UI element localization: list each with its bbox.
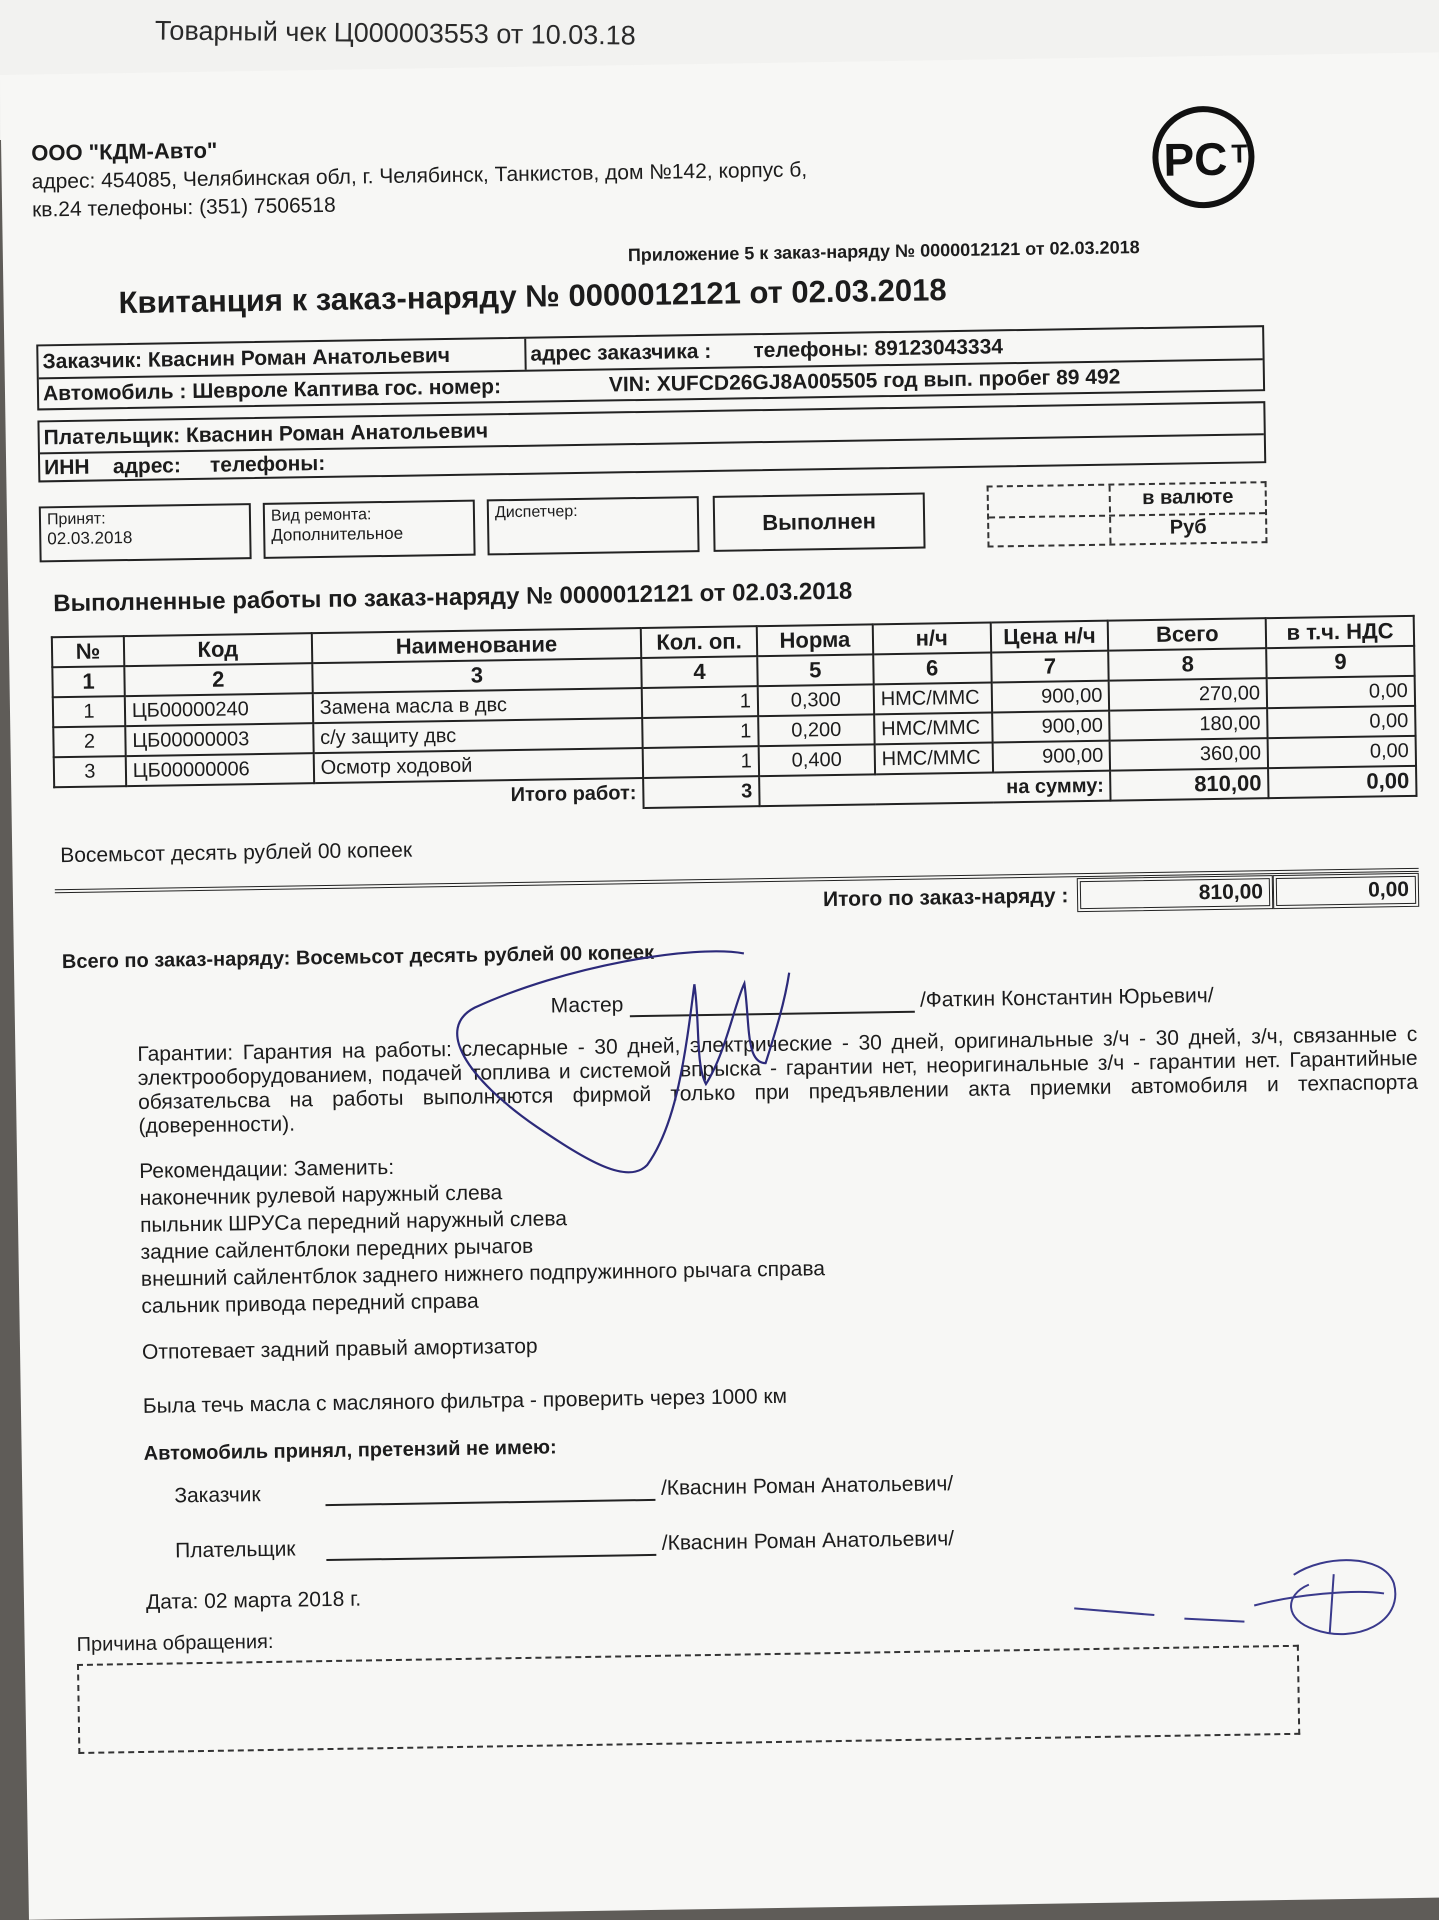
customer-box [36, 325, 1265, 410]
customer-name: Заказчик: Кваснин Роман Анатольевич [42, 343, 451, 374]
master-signature-scribble [444, 942, 869, 1249]
col-header: Всего [1108, 618, 1266, 650]
document-date: Дата: 02 марта 2018 г. [145, 1587, 362, 1614]
customer-sign-name: /Кваснин Роман Анатольевич/ [660, 1472, 954, 1500]
works-sum-label: на сумму: [759, 771, 1111, 807]
col-number: 3 [312, 658, 642, 693]
company-address-2: кв.24 телефоны: (351) 7506518 [31, 193, 336, 222]
note-shock-absorber: Отпотевает задний правый амортизатор [141, 1334, 538, 1364]
company-name: ООО "КДМ-Авто" [31, 137, 218, 166]
accepted-box [39, 503, 252, 562]
currency-value: Руб [1169, 516, 1207, 539]
col-number: 1 [52, 666, 124, 697]
cell-qty: 1 [642, 716, 758, 748]
works-sum-total: 810,00 [1111, 768, 1269, 800]
cell-norm: 0,400 [759, 744, 875, 776]
works-table [51, 615, 1418, 818]
cell-code: ЦБ00000003 [125, 723, 313, 756]
col-header: Норма [757, 624, 873, 656]
cell-num: 1 [53, 696, 125, 727]
customer-signature-line [325, 1475, 655, 1506]
customer-box-vdivider [524, 339, 526, 370]
customer-sign-label: Заказчик [174, 1483, 261, 1508]
vin-info: VIN: XUFCD26GJ8A005505 год вып. пробег 89 492 [608, 365, 1121, 397]
cell-nh: НМС/ММС [874, 683, 992, 715]
payer-box [37, 401, 1266, 482]
cell-qty: 1 [643, 746, 759, 778]
cell-name: Замена масла в двс [312, 688, 642, 723]
payer-sign-label: Плательщик [175, 1537, 296, 1563]
cell-total: 360,00 [1110, 738, 1268, 770]
list-item: пыльник ШРУСа передний наружный слева [139, 1207, 568, 1237]
cell-price: 900,00 [992, 711, 1110, 743]
cell-price: 900,00 [992, 741, 1110, 773]
order-total-value: 810,00 [1077, 875, 1274, 912]
customer-address-label: адрес заказчика : [530, 339, 712, 366]
currency-label: в валюте [1142, 485, 1234, 510]
list-item: задние сайлентблоки передних рычагов [140, 1234, 534, 1264]
repair-type-value: Дополнительное [271, 523, 404, 545]
col-header: Код [124, 633, 312, 666]
col-number: 7 [991, 651, 1109, 683]
cell-norm: 0,300 [758, 684, 874, 716]
grand-total-words: Всего по заказ-наряду: Восемьсот десять рублей 00 копеек [61, 941, 655, 974]
col-header: Кол. оп. [641, 626, 757, 658]
works-total-label: Итого работ: [54, 778, 644, 817]
payer-sign-line [175, 1525, 954, 1563]
col-number: 8 [1109, 648, 1267, 680]
works-sum-vat: 0,00 [1268, 766, 1416, 798]
list-item: внешний сайлентблок заднего нижнего подпружинного рычага справа [140, 1257, 826, 1291]
payer-signature-line [326, 1530, 656, 1561]
master-label: Мастер [550, 993, 624, 1018]
cell-total: 270,00 [1109, 678, 1267, 710]
cell-vat: 0,00 [1267, 706, 1415, 738]
cell-name: Осмотр ходовой [313, 748, 643, 783]
customer-phones: телефоны: 89123043334 [753, 335, 1004, 363]
cell-vat: 0,00 [1268, 736, 1416, 768]
customer-signature-scribble [1063, 1533, 1415, 1668]
col-number: 2 [124, 663, 312, 696]
cell-nh: НМС/ММС [874, 713, 992, 745]
accepted-label: Принят: [46, 510, 106, 529]
works-title: Выполненные работы по заказ-наряду № 0000012121 от 02.03.2018 [53, 577, 853, 618]
order-status-badge: Выполнен [713, 493, 926, 552]
document-title: Квитанция к заказ-наряду № 0000012121 от 02.03.2018 [118, 272, 947, 321]
order-total-vat: 0,00 [1273, 873, 1420, 909]
repair-type-box [263, 500, 476, 559]
col-number: 4 [641, 656, 757, 688]
dispatcher-label: Диспетчер: [494, 502, 578, 522]
master-name: /Фаткин Константин Юрьевич/ [919, 984, 1214, 1012]
payer-name: Плательщик: Кваснин Роман Анатольевич [43, 419, 489, 450]
col-header: № [52, 636, 124, 667]
recommendations-title: Рекомендации: Заменить: [139, 1155, 395, 1183]
amount-in-words: Восемьсот десять рублей 00 копеек [60, 838, 413, 868]
warranty-text: Гарантии: Гарантия на работы: слесарные - 30 дней, электрические - 30 дней, оригинальные з/ч - 30 дней, з/ч, связанные с электрооборудованием, подачей топлива и системой впрыска - гарантии нет, неоригинальные з/ч - гарантии нет. Гарантийные обязательсва на работы выполняются фирмой только при предъявлении акта приемки автомобиля и техпаспорта (доверенности). [137, 1022, 1419, 1138]
col-header: в т.ч. НДС [1266, 616, 1414, 648]
cell-price: 900,00 [991, 681, 1109, 713]
col-number: 6 [873, 653, 991, 685]
dispatcher-box [487, 496, 700, 555]
document-page [0, 52, 1439, 1919]
list-item: сальник привода передний справа [141, 1289, 479, 1318]
col-number: 9 [1266, 646, 1414, 678]
cell-code: ЦБ00000240 [125, 693, 313, 726]
cell-total: 180,00 [1110, 708, 1268, 740]
cell-norm: 0,200 [758, 714, 874, 746]
svg-text:PC: PC [1163, 132, 1228, 186]
col-header: н/ч [873, 623, 991, 655]
payer-sign-name: /Кваснин Роман Анатольевич/ [661, 1527, 955, 1555]
car-info: Автомобиль : Шевроле Каптива гос. номер: [42, 375, 502, 406]
company-address-1: адрес: 454085, Челябинская обл, г. Челябинск, Танкистов, дом №142, корпус б, [31, 158, 808, 194]
accept-statement: Автомобиль принял, претензий не имею: [143, 1436, 557, 1465]
note-oil-leak: Была течь масла с масляного фильтра - проверить через 1000 км [142, 1384, 788, 1418]
works-total-qty: 3 [643, 776, 759, 808]
customer-sign-line [174, 1470, 953, 1508]
cell-vat: 0,00 [1267, 676, 1415, 708]
appendix-line: Приложение 5 к заказ-наряду № 0000012121 от 02.03.2018 [627, 237, 1140, 266]
list-item: наконечник рулевой наружный слева [139, 1181, 503, 1210]
col-header: Наименование [311, 628, 641, 663]
svg-text:T: T [1231, 138, 1248, 169]
cell-name: с/у защиту двс [313, 718, 643, 753]
reason-label: Причина обращения: [76, 1630, 274, 1656]
payer-inn-line: ИНН адрес: телефоны: [43, 451, 326, 480]
repair-type-label: Вид ремонта: [270, 506, 372, 525]
cell-code: ЦБ00000006 [126, 753, 314, 786]
cell-num: 2 [53, 726, 125, 757]
cell-nh: НМС/ММС [874, 742, 992, 774]
accepted-value: 02.03.2018 [47, 527, 133, 549]
cell-qty: 1 [642, 686, 758, 718]
order-total-label: Итого по заказ-наряду : [822, 884, 1069, 912]
back-receipt-line: Товарный чек Ц000003553 от 10.03.18 [154, 15, 636, 51]
col-number: 5 [757, 654, 873, 686]
currency-box [987, 481, 1268, 547]
rst-logo-icon [1151, 100, 1263, 212]
col-header: Цена н/ч [990, 621, 1108, 653]
cell-num: 3 [54, 756, 126, 787]
